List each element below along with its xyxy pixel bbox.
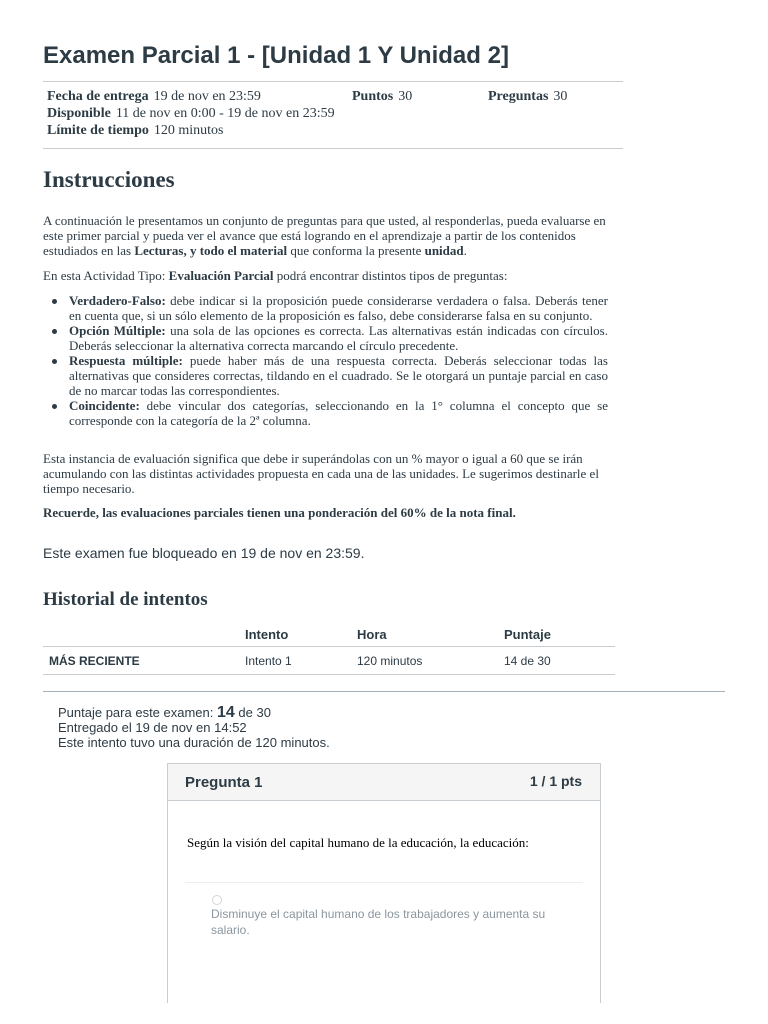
- intro-text-2: que conforma la presente: [287, 243, 425, 258]
- type-name: Coincidente:: [69, 398, 140, 413]
- questions-count: [488, 89, 567, 105]
- column-header-score: Puntaje: [504, 627, 551, 642]
- answer-radio[interactable]: [212, 895, 222, 905]
- reminder-bold: Recuerde, las evaluaciones parciales tienen una ponderación del 60% de la nota final.: [43, 505, 516, 520]
- type-name: Verdadero-Falso:: [69, 293, 166, 308]
- table-header-divider: [43, 646, 615, 647]
- points-value: 30: [398, 89, 413, 104]
- available-label: Disponible: [47, 106, 111, 121]
- list-item: [43, 353, 608, 398]
- type-description: puede haber más de una respuesta correcta. Deberás seleccionar todas las alternativas que consideres correctas, tildando en el cuadrado. Se le otorgará un puntaje parcial en caso de no marcar todas las correspondientes.: [69, 353, 608, 398]
- attempt-summary: [58, 705, 330, 750]
- question-text: Según la visión del capital humano de la educación, la educación:: [187, 835, 529, 850]
- column-header-attempt: Intento: [245, 627, 289, 642]
- question-card: [167, 763, 601, 1003]
- activity-type-name: Evaluación Parcial: [168, 268, 274, 283]
- intro-bold-unit: unidad: [424, 243, 464, 258]
- answer-text: Disminuye el capital humano de los trabajadores y aumenta su salario.: [211, 907, 546, 937]
- list-item: [43, 293, 608, 323]
- time-limit: [47, 123, 224, 139]
- activity-text-2: podrá encontrar distintos tipos de preguntas:: [273, 268, 508, 283]
- activity-text: En esta Actividad Tipo:: [43, 268, 169, 283]
- due-label: Fecha de entrega: [47, 89, 149, 104]
- bullet-icon: [52, 299, 57, 304]
- attempt-score: 14 de 30: [504, 654, 551, 668]
- list-item: [43, 398, 608, 428]
- bullet-icon: [52, 359, 57, 364]
- instructions-intro: [43, 213, 608, 258]
- score-suffix: de 30: [234, 705, 271, 720]
- points-label: Puntos: [352, 89, 394, 104]
- type-description: debe indicar si la proposición puede considerarse verdadera o falsa. Deberás tener en cuenta que, si un sólo elemento de la proposición es falso, debe considerarse falsa en su conjunto.: [69, 293, 608, 323]
- attempt-time: 120 minutos: [357, 654, 423, 668]
- type-name: Respuesta múltiple:: [69, 353, 183, 368]
- duration-line: Este intento tuvo una duración de 120 minutos.: [58, 735, 330, 750]
- time-limit-label: Límite de tiempo: [47, 123, 149, 138]
- title-divider: [43, 81, 623, 82]
- score-line: [58, 705, 330, 720]
- table-row-divider: [43, 674, 615, 675]
- meta-divider: [43, 148, 623, 149]
- answer-divider: [185, 882, 583, 883]
- question-title: Pregunta 1: [185, 774, 263, 791]
- list-item: [43, 323, 608, 353]
- intro-text-3: .: [463, 243, 467, 258]
- section-divider: [43, 691, 725, 692]
- questions-value: 30: [553, 89, 568, 104]
- intro-text: A continuación le presentamos un conjunto de preguntas para que usted, al responderlas, pueda evaluarse en este primer parcial y pueda ver el avance que está logrando en el aprendizaje a partir de los contenidos estudiados en las: [43, 213, 606, 258]
- intro-bold-materials: Lecturas, y todo el material: [134, 243, 288, 258]
- available-value: 11 de nov en 0:00 - 19 de nov en 23:59: [115, 106, 335, 121]
- approval-text: Esta instancia de evaluación significa que debe ir superándolas con un % mayor o igual a 60 que se irán acumulando con las distintas actividades propuesta en cada una de las unidades. Le sugerimos destinarle el tiempo necesario.: [43, 451, 599, 496]
- reminder-text: [43, 505, 608, 520]
- page-title: Examen Parcial 1 - [Unidad 1 Y Unidad 2]: [43, 42, 509, 69]
- question-points: 1 / 1 pts: [529, 773, 582, 789]
- type-description: una sola de las opciones es correcta. Las alternativas están indicadas con círculos. Deberás seleccionar la alternativa correcta marcando el círculo precedente.: [69, 323, 608, 353]
- activity-type: [43, 268, 608, 283]
- due-date: [47, 89, 261, 105]
- instructions-heading: Instrucciones: [43, 167, 175, 192]
- time-limit-value: 120 minutos: [153, 123, 224, 138]
- points: [352, 89, 412, 105]
- score-value: 14: [217, 704, 235, 721]
- availability: [47, 106, 335, 122]
- submitted-line: Entregado el 19 de nov en 14:52: [58, 720, 247, 735]
- question-header: [168, 764, 600, 801]
- questions-label: Preguntas: [488, 89, 549, 104]
- history-heading: Historial de intentos: [43, 589, 208, 610]
- due-value: 19 de nov en 23:59: [153, 89, 261, 104]
- bullet-icon: [52, 404, 57, 409]
- score-prefix: Puntaje para este examen:: [58, 705, 217, 720]
- bullet-icon: [52, 329, 57, 334]
- attempt-link[interactable]: Intento 1: [245, 654, 292, 668]
- question-types-list: [43, 293, 608, 428]
- blocked-notice: Este examen fue bloqueado en 19 de nov en 23:59.: [43, 545, 365, 561]
- type-name: Opción Múltiple:: [69, 323, 166, 338]
- row-label: MÁS RECIENTE: [49, 654, 140, 668]
- column-header-time: Hora: [357, 627, 387, 642]
- type-description: debe vincular dos categorías, seleccionando en la 1° columna el concepto que se corresponde con la categoría de la 2ª columna.: [69, 398, 608, 428]
